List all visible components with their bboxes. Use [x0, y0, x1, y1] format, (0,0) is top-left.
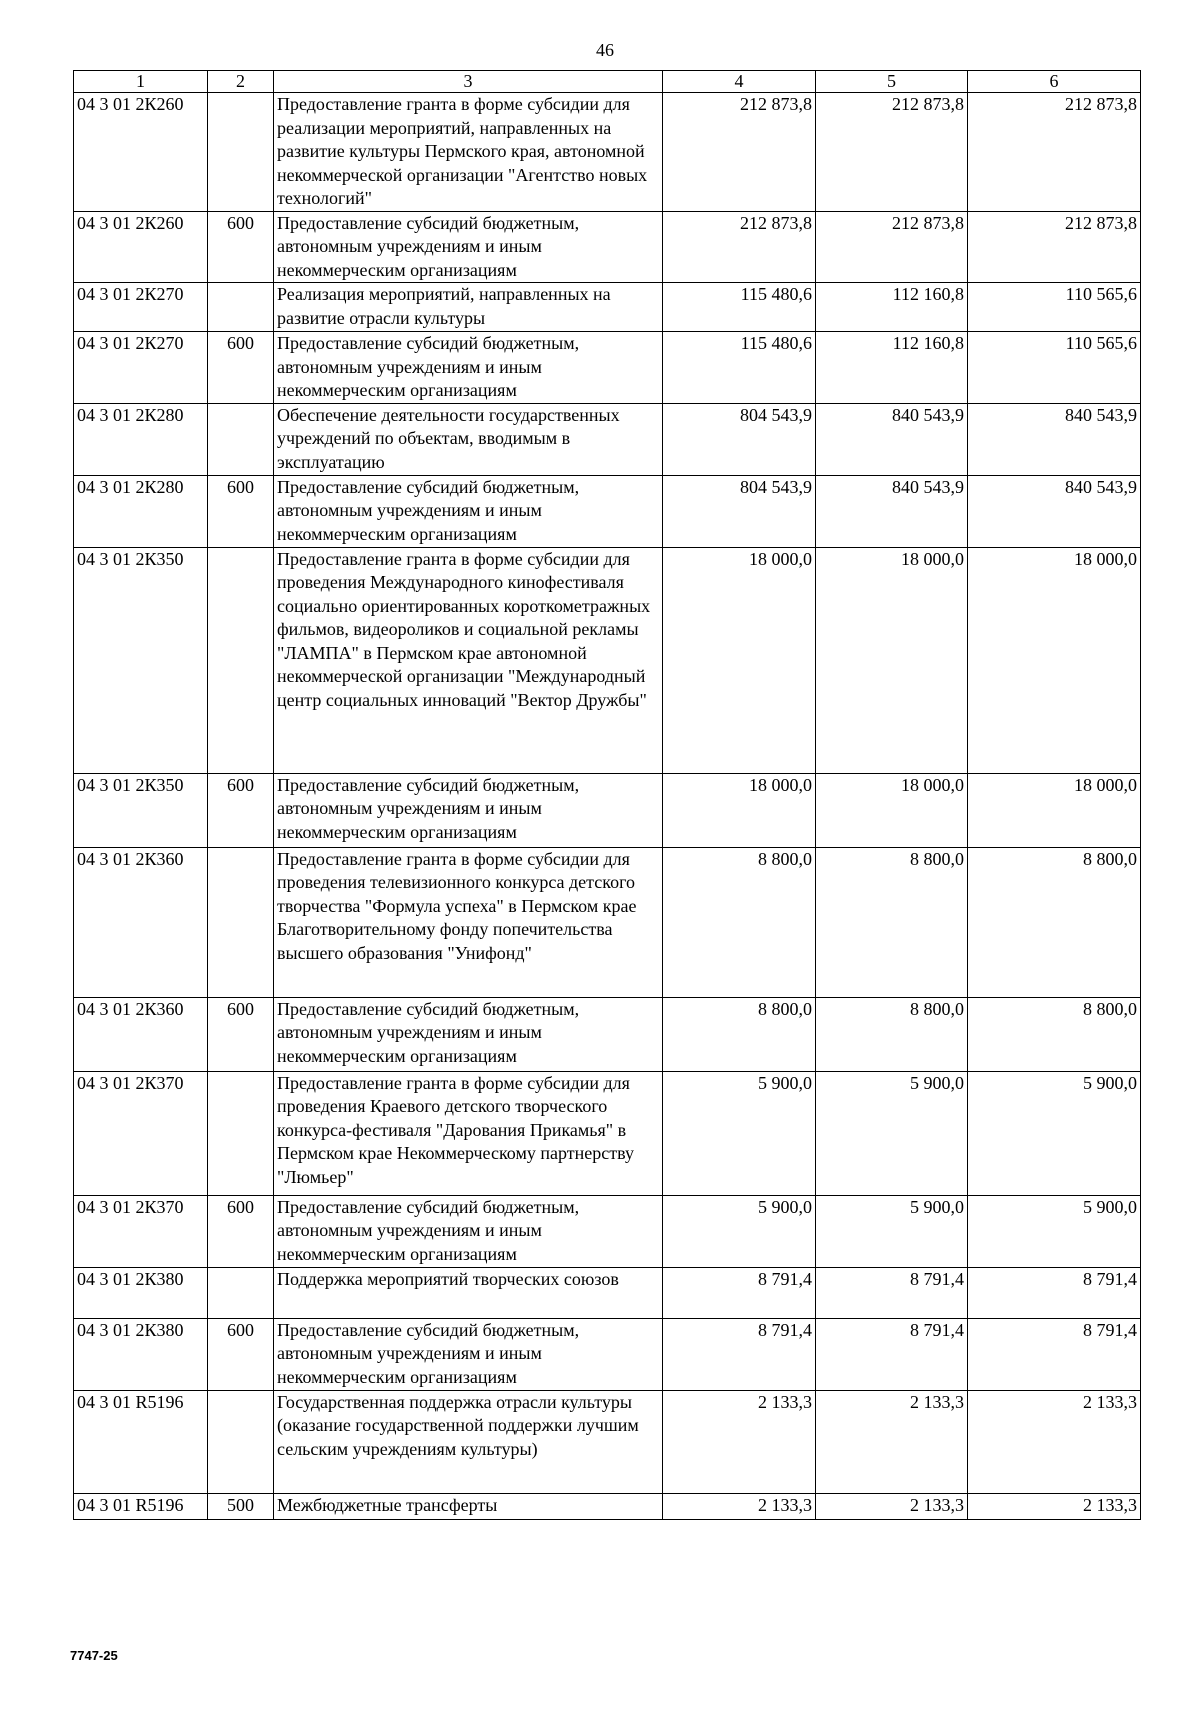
amount-col5-cell: 8 800,0 — [816, 997, 968, 1071]
expense-type-cell: 600 — [208, 332, 274, 404]
expense-type-cell: 600 — [208, 1318, 274, 1390]
budget-table — [73, 70, 1141, 1520]
table-row — [74, 283, 1141, 332]
code-cell: 04 3 01 2К280 — [74, 475, 208, 547]
code-cell: 04 3 01 2К260 — [74, 93, 208, 212]
amount-col4-cell: 18 000,0 — [663, 547, 816, 773]
table-row — [74, 1493, 1141, 1519]
amount-col5-cell: 18 000,0 — [816, 547, 968, 773]
table-row — [74, 403, 1141, 475]
description-cell: Предоставление субсидий бюджетным, автономным учреждениям и иным некоммерческим организациям — [274, 475, 663, 547]
amount-col5-cell: 5 900,0 — [816, 1195, 968, 1267]
table-row — [74, 847, 1141, 997]
description-cell: Предоставление субсидий бюджетным, автономным учреждениям и иным некоммерческим организациям — [274, 211, 663, 283]
header-row — [74, 71, 1141, 93]
description-cell: Предоставление гранта в форме субсидии для проведения Международного кинофестиваля социально ориентированных короткометражных фильмов, видеороликов и социальной рекламы "ЛАМПА" в Пермском крае автономной некоммерческой организации "Международный центр социальных инноваций "Вектор Дружбы" — [274, 547, 663, 773]
amount-col6-cell: 5 900,0 — [968, 1071, 1141, 1195]
amount-col6-cell: 212 873,8 — [968, 211, 1141, 283]
code-cell: 04 3 01 2К270 — [74, 283, 208, 332]
description-cell: Обеспечение деятельности государственных учреждений по объектам, вводимым в эксплуатацию — [274, 403, 663, 475]
header-col-5: 5 — [816, 71, 968, 93]
amount-col6-cell: 8 800,0 — [968, 997, 1141, 1071]
code-cell: 04 3 01 2К260 — [74, 211, 208, 283]
page-number: 46 — [596, 40, 614, 60]
description-cell: Государственная поддержка отрасли культуры (оказание государственной поддержки лучшим сельским учреждениям культуры) — [274, 1390, 663, 1493]
amount-col5-cell: 8 791,4 — [816, 1318, 968, 1390]
expense-type-cell — [208, 403, 274, 475]
table-row — [74, 1267, 1141, 1318]
expense-type-cell — [208, 1390, 274, 1493]
description-cell: Предоставление субсидий бюджетным, автономным учреждениям и иным некоммерческим организациям — [274, 773, 663, 847]
code-cell: 04 3 01 2К360 — [74, 997, 208, 1071]
code-cell: 04 3 01 2К380 — [74, 1267, 208, 1318]
amount-col5-cell: 212 873,8 — [816, 211, 968, 283]
header-col-3: 3 — [274, 71, 663, 93]
description-cell: Предоставление субсидий бюджетным, автономным учреждениям и иным некоммерческим организациям — [274, 332, 663, 404]
amount-col5-cell: 112 160,8 — [816, 332, 968, 404]
expense-type-cell — [208, 283, 274, 332]
amount-col6-cell: 18 000,0 — [968, 547, 1141, 773]
amount-col6-cell: 2 133,3 — [968, 1390, 1141, 1493]
table-row — [74, 997, 1141, 1071]
description-cell: Предоставление гранта в форме субсидии для проведения Краевого детского творческого конкурса-фестиваля "Дарования Прикамья" в Пермском крае Некоммерческому партнерству "Люмьер" — [274, 1071, 663, 1195]
expense-type-cell: 600 — [208, 997, 274, 1071]
code-cell: 04 3 01 2К280 — [74, 403, 208, 475]
header-col-1: 1 — [74, 71, 208, 93]
amount-col4-cell: 115 480,6 — [663, 332, 816, 404]
expense-type-cell: 600 — [208, 773, 274, 847]
code-cell: 04 3 01 2К350 — [74, 547, 208, 773]
description-cell: Предоставление гранта в форме субсидии для проведения телевизионного конкурса детского творчества "Формула успеха" в Пермском крае Благотворительному фонду попечительства высшего образования "Унифонд" — [274, 847, 663, 997]
code-cell: 04 3 01 2К380 — [74, 1318, 208, 1390]
amount-col6-cell: 110 565,6 — [968, 283, 1141, 332]
expense-type-cell — [208, 1267, 274, 1318]
description-cell: Предоставление гранта в форме субсидии для реализации мероприятий, направленных на развитие культуры Пермского края, автономной некоммерческой организации "Агентство новых технологий" — [274, 93, 663, 212]
amount-col4-cell: 212 873,8 — [663, 93, 816, 212]
header-col-4: 4 — [663, 71, 816, 93]
code-cell: 04 3 01 R5196 — [74, 1390, 208, 1493]
amount-col6-cell: 8 800,0 — [968, 847, 1141, 997]
amount-col4-cell: 8 800,0 — [663, 847, 816, 997]
table-row — [74, 773, 1141, 847]
code-cell: 04 3 01 2К270 — [74, 332, 208, 404]
amount-col6-cell: 840 543,9 — [968, 475, 1141, 547]
expense-type-cell — [208, 93, 274, 212]
code-cell: 04 3 01 2К360 — [74, 847, 208, 997]
description-cell: Предоставление субсидий бюджетным, автономным учреждениям и иным некоммерческим организациям — [274, 997, 663, 1071]
expense-type-cell: 500 — [208, 1493, 274, 1519]
amount-col5-cell: 8 791,4 — [816, 1267, 968, 1318]
amount-col4-cell: 804 543,9 — [663, 403, 816, 475]
amount-col4-cell: 8 800,0 — [663, 997, 816, 1071]
expense-type-cell — [208, 1071, 274, 1195]
amount-col6-cell: 110 565,6 — [968, 332, 1141, 404]
table-row — [74, 211, 1141, 283]
document-code: 7747-25 — [70, 1648, 118, 1663]
amount-col4-cell: 5 900,0 — [663, 1195, 816, 1267]
table-row — [74, 1390, 1141, 1493]
amount-col4-cell: 18 000,0 — [663, 773, 816, 847]
amount-col6-cell: 840 543,9 — [968, 403, 1141, 475]
expense-type-cell: 600 — [208, 475, 274, 547]
table-row — [74, 93, 1141, 212]
code-cell: 04 3 01 2К350 — [74, 773, 208, 847]
amount-col5-cell: 840 543,9 — [816, 403, 968, 475]
amount-col6-cell: 8 791,4 — [968, 1318, 1141, 1390]
table-row — [74, 475, 1141, 547]
amount-col4-cell: 5 900,0 — [663, 1071, 816, 1195]
code-cell: 04 3 01 2К370 — [74, 1195, 208, 1267]
amount-col4-cell: 115 480,6 — [663, 283, 816, 332]
amount-col4-cell: 2 133,3 — [663, 1493, 816, 1519]
amount-col5-cell: 5 900,0 — [816, 1071, 968, 1195]
table-row — [74, 1318, 1141, 1390]
amount-col5-cell: 212 873,8 — [816, 93, 968, 212]
description-cell: Предоставление субсидий бюджетным, автономным учреждениям и иным некоммерческим организациям — [274, 1195, 663, 1267]
amount-col4-cell: 2 133,3 — [663, 1390, 816, 1493]
expense-type-cell — [208, 847, 274, 997]
amount-col6-cell: 18 000,0 — [968, 773, 1141, 847]
table-row — [74, 1071, 1141, 1195]
amount-col6-cell: 2 133,3 — [968, 1493, 1141, 1519]
amount-col5-cell: 840 543,9 — [816, 475, 968, 547]
amount-col5-cell: 2 133,3 — [816, 1493, 968, 1519]
amount-col4-cell: 804 543,9 — [663, 475, 816, 547]
amount-col4-cell: 8 791,4 — [663, 1267, 816, 1318]
code-cell: 04 3 01 R5196 — [74, 1493, 208, 1519]
amount-col6-cell: 5 900,0 — [968, 1195, 1141, 1267]
header-col-2: 2 — [208, 71, 274, 93]
amount-col4-cell: 8 791,4 — [663, 1318, 816, 1390]
amount-col5-cell: 112 160,8 — [816, 283, 968, 332]
amount-col5-cell: 8 800,0 — [816, 847, 968, 997]
description-cell: Поддержка мероприятий творческих союзов — [274, 1267, 663, 1318]
code-cell: 04 3 01 2К370 — [74, 1071, 208, 1195]
amount-col5-cell: 18 000,0 — [816, 773, 968, 847]
expense-type-cell: 600 — [208, 1195, 274, 1267]
amount-col6-cell: 8 791,4 — [968, 1267, 1141, 1318]
header-col-6: 6 — [968, 71, 1141, 93]
description-cell: Межбюджетные трансферты — [274, 1493, 663, 1519]
amount-col5-cell: 2 133,3 — [816, 1390, 968, 1493]
description-cell: Предоставление субсидий бюджетным, автономным учреждениям и иным некоммерческим организациям — [274, 1318, 663, 1390]
table-row — [74, 1195, 1141, 1267]
amount-col4-cell: 212 873,8 — [663, 211, 816, 283]
expense-type-cell — [208, 547, 274, 773]
table-row — [74, 547, 1141, 773]
table-row — [74, 332, 1141, 404]
description-cell: Реализация мероприятий, направленных на развитие отрасли культуры — [274, 283, 663, 332]
expense-type-cell: 600 — [208, 211, 274, 283]
amount-col6-cell: 212 873,8 — [968, 93, 1141, 212]
